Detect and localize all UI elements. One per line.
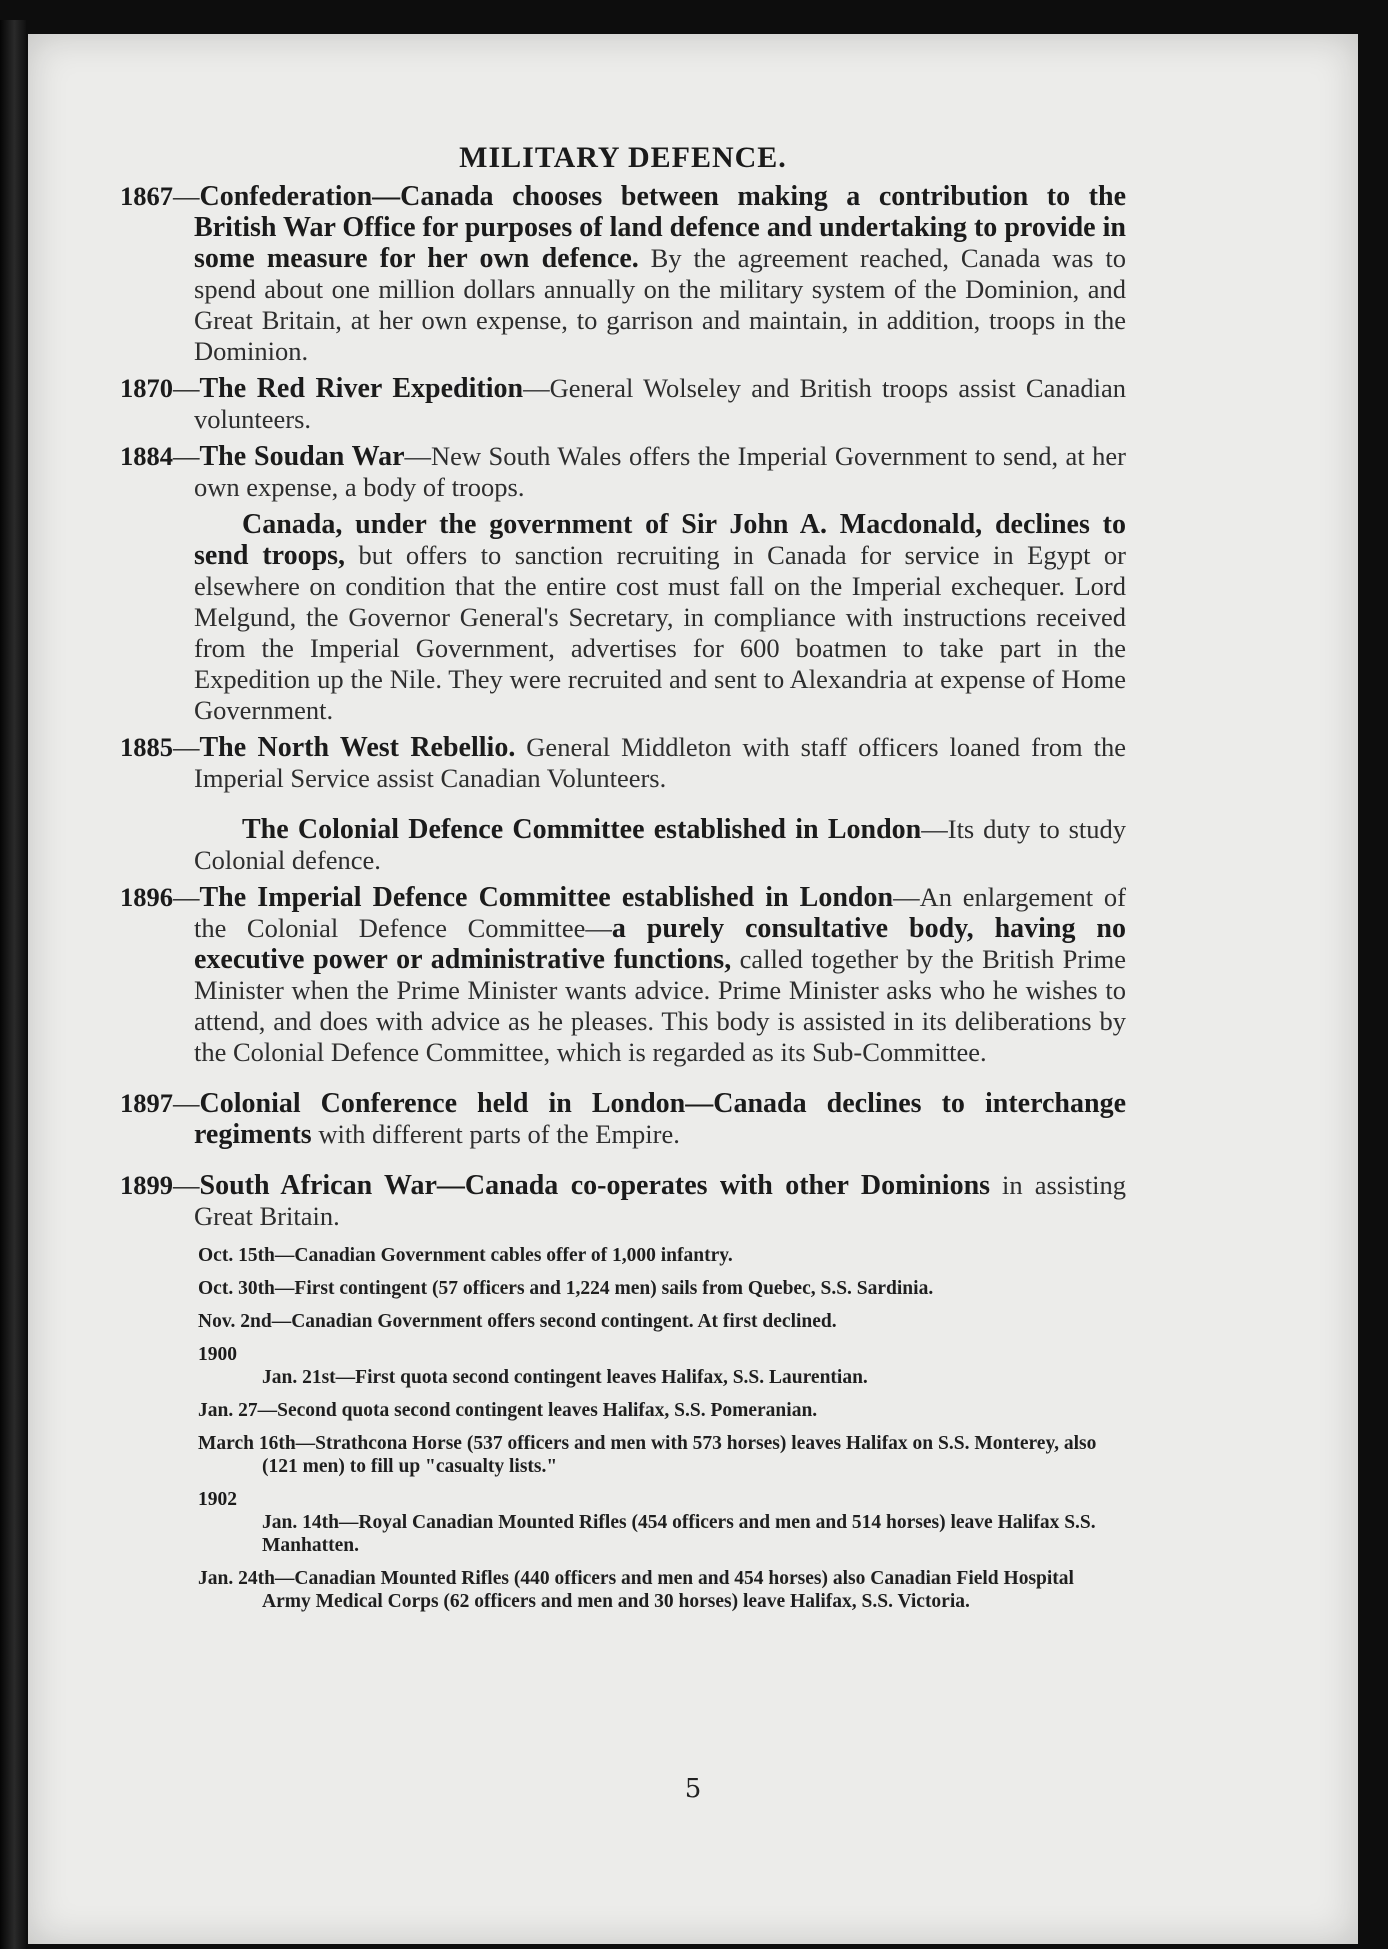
entry-heading: The Imperial Defence Committee established in London [199,882,894,913]
entry-heading: Confederation [199,181,373,212]
note-item [198,1310,1126,1333]
entry-year: 1867 [120,181,173,211]
scan-edge [0,20,26,1949]
entry-heading: South African War—Canada co-operates with other Dominions [199,1170,991,1201]
note-text: Jan. 27—Second quota second contingent leaves Halifax, S.S. Pomeranian. [198,1400,818,1421]
contingent-notes [120,1244,1126,1613]
entry-text: By the agreement reached, Canada was to spend about one million dollars annually on the military system of the Dominion, and Great Britain, at her own expense, to garrison and maintain, in addition, troops in the Dominion. [194,243,1126,366]
note-text: Oct. 15th—Canadian Government cables offer of 1,000 infantry. [198,1245,733,1266]
entry-text: in assisting Great Britain. [194,1170,1126,1231]
page-content [120,142,1126,1623]
entry-heading: Canada, under the government of Sir John A. Macdonald, declines to send troops, [194,509,1126,571]
note-text: Oct. 30th—First contingent (57 officers and 1,224 men) sails from Quebec, S.S. Sardinia. [198,1278,934,1299]
entry-year: 1896 [120,882,173,912]
entry-1884: 1884—The Soudan War—New South Wales offers the Imperial Government to send, at her own expense, a body of troops. [120,441,1126,502]
entry-heading: Colonial Conference held in London—Canada declines to interchange regiments [194,1088,1126,1150]
entry-text: but offers to sanction recruiting in Canada for service in Egypt or elsewhere on condition that the entire cost must fall on the Imperial exchequer. Lord Melgund, the Governor General's Secretary, in compliance with instructions received from the Imperial Government, advertises for 600 boatmen to take part in the Expedition up the Nile. They were recruited and sent to Alexandria at expense of Home Government. [194,540,1126,725]
entry-year: 1885 [120,732,173,762]
entry-1899: 1899—South African War—Canada co-operates with other Dominions in assisting Great Britain. [120,1170,1126,1231]
entry-heading: The Soudan War [199,441,405,472]
entry-year: 1884 [120,441,173,471]
entry-1896: 1896—The Imperial Defence Committee established in London—An enlargement of the Colonial Defence Committee—a purely consultative body, having no executive power or administrative functions, called together by the British Prime Minister when the Prime Minister wants advice. Prime Minister asks who he wishes to attend, and does with advice as he pleases. This body is assisted in its deliberations by the Colonial Defence Committee, which is regarded as its Sub-Committee. [120,882,1126,1067]
entry-text: —New South Wales offers the Imperial Government to send, at her own expense, a body of troops. [194,441,1126,502]
note-item [198,1399,1126,1422]
entry-text: called together by the British Prime Minister when the Prime Minister wants advice. Prime Minister asks who he wishes to attend, and does with advice as he pleases. This body is assisted in its deliberations by the Colonial Defence Committee, which is regarded as its Sub-Committee. [194,944,1126,1067]
note-year: 1900 [198,1344,237,1365]
entry-year: 1899 [120,1170,173,1200]
note-item [198,1488,1126,1557]
entry-text-bold: a purely consultative body, having no executive power or administrative functions, [194,913,1126,975]
note-text: Jan. 24th—Canadian Mounted Rifles (440 officers and men and 454 horses) also Canadian Field Hospital Army Medical Corps (62 officers and men and 30 horses) leave Halifax, S.S. Victoria. [198,1568,1074,1612]
note-year: 1902 [198,1489,237,1510]
note-item [198,1343,1126,1389]
entry-year: 1897 [120,1088,173,1118]
page-number: 5 [684,1774,702,1804]
entry-1885: 1885—The North West Rebellio. General Middleton with staff officers loaned from the Imperial Service assist Canadian Volunteers. [120,732,1126,793]
entry-colonial-defence-committee [120,814,1126,876]
note-item [198,1277,1126,1300]
entry-text: with different parts of the Empire. [311,1119,680,1149]
note-text: March 16th—Strathcona Horse (537 officers and men with 573 horses) leaves Halifax on S.S. Monterey, also (121 men) to fill up "casualty lists." [198,1433,1097,1477]
entry-heading: The Colonial Defence Committee established in London [242,814,922,845]
document-page [28,34,1358,1944]
entry-heading: The Red River Expedition [199,373,524,404]
entry-1897: 1897—Colonial Conference held in London—Canada declines to interchange regiments with different parts of the Empire. [120,1088,1126,1150]
note-text: Jan. 14th—Royal Canadian Mounted Rifles (454 officers and men and 514 horses) leave Halifax S.S. Manhatten. [262,1512,1096,1556]
entry-text: General Middleton with staff officers loaned from the Imperial Service assist Canadian Volunteers. [194,732,1126,793]
note-text: Jan. 21st—First quota second contingent leaves Halifax, S.S. Laurentian. [262,1367,868,1388]
entry-year: 1870 [120,373,173,403]
note-text: Nov. 2nd—Canadian Government offers second contingent. At first declined. [198,1311,837,1332]
page-title: MILITARY DEFENCE. [459,141,787,174]
entry-1884-canada [120,509,1126,726]
entry-text: —General Wolseley and British troops assist Canadian volunteers. [194,373,1127,434]
entry-heading: The North West Rebellio. [199,732,516,763]
entry-1867: 1867—Confederation—Canada chooses between making a contribution to the British War Office for purposes of land defence and undertaking to provide in some measure for her own defence. By the agreement reached, Canada was to spend about one million dollars annually on the military system of the Dominion, and Great Britain, at her own expense, to garrison and maintain, in addition, troops in the Dominion. [120,181,1126,366]
entry-text-bold: —Canada chooses between making a contribution to the British War Office for purposes of land defence and undertaking to provide in some measure for her own defence. [194,181,1126,274]
entry-text: —An enlargement of the Colonial Defence Committee— [194,882,1126,943]
entry-1870: 1870—The Red River Expedition—General Wolseley and British troops assist Canadian volunteers. [120,373,1127,434]
note-item [198,1244,1126,1267]
note-item [198,1432,1126,1478]
entry-text: —Its duty to study Colonial defence. [194,814,1127,875]
note-item [198,1567,1126,1613]
